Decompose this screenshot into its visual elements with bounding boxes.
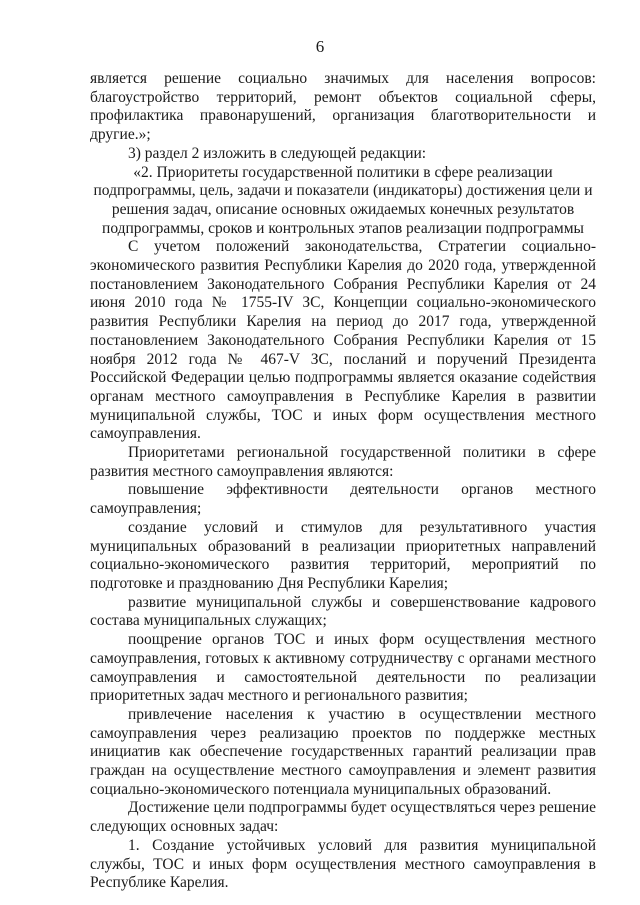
priority-list-item: повышение эффективности деятельности органов местного самоуправления;	[90, 481, 596, 518]
paragraph-amendment-instruction: 3) раздел 2 изложить в следующей редакции:	[128, 144, 427, 162]
document-body	[90, 70, 596, 893]
priority-list-item: развитие муниципальной службы и совершенствование кадрового состава муниципальных служащих;	[90, 593, 596, 630]
section-heading-line: подпрограммы, цель, задачи и показатели (индикаторы) достижения цели и	[93, 182, 593, 200]
paragraph-goal: С учетом положений законодательства, Стратегии социально-экономического развития Республики Карелия до 2020 года, утвержденной постановлением Законодательного Собрания Республики Карелия от 24 июня 2010 года № 1755-IV ЗС, Концепции социально-экономического развития Республики Карелия на период до 2017 года, утвержденной постановлением Законодательного Собрания Республики Карелия от 15 ноября 2012 года № 467-V ЗС, посланий и поручений Президента Российской Федерации целью подпрограммы является оказание содействия органам местного самоуправления в Республике Карелия в развитии муниципальной службы, ТОС и иных форм осуществления местного самоуправления.	[90, 238, 596, 443]
priority-list-item: поощрение органов ТОС и иных форм осуществления местного самоуправления, готовых к активному сотрудничеству с органами местного самоуправления и самостоятельной деятельности по реализации приоритетных задач местного и регионального развития;	[90, 631, 596, 705]
page-number: 6	[315, 37, 325, 56]
paragraph-continuation: является решение социально значимых для населения вопросов: благоустройство территорий, ремонт объектов социальной сферы, профилактика правонарушений, организация благотворительности и другие.»;	[90, 70, 596, 144]
section-heading-line: решения задач, описание основных ожидаемых конечных результатов	[111, 200, 575, 218]
section-heading-line: подпрограммы, сроков и контрольных этапов реализации подпрограммы	[102, 219, 584, 237]
task-list-item: 1. Создание устойчивых условий для развития муниципальной службы, ТОС и иных форм осуществления местного самоуправления в Республике Карелия.	[90, 836, 596, 892]
section-heading-line: «2. Приоритеты государственной политики в сфере реализации	[133, 163, 553, 181]
section-heading	[90, 164, 596, 239]
priority-list-item: привлечение населения к участию в осуществлении местного самоуправления через реализацию проектов по поддержке местных инициатив как обеспечение государственных гарантий реализации прав граждан на осуществление местного самоуправления и элемент развития социально-экономического потенциала муниципальных образований.	[90, 705, 596, 798]
paragraph-priorities-intro: Приоритетами региональной государственной политики в сфере развития местного самоуправления являются:	[90, 444, 596, 480]
priority-list-item: создание условий и стимулов для результативного участия муниципальных образований в реализации приоритетных направлений социально-экономического развития территорий, мероприятий по подготовке и празднованию Дня Республики Карелия;	[90, 518, 596, 592]
paragraph-tasks-intro: Достижение цели подпрограммы будет осуществляться через решение следующих основных задач:	[90, 799, 596, 836]
